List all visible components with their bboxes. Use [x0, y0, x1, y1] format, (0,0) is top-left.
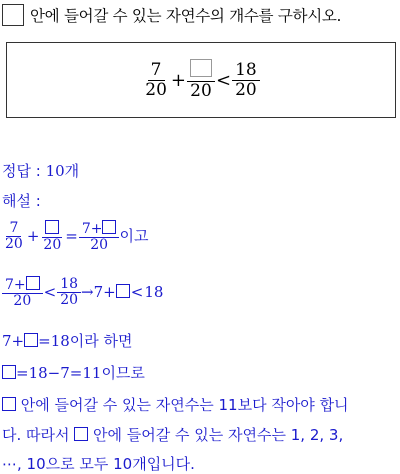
blank-square-icon [24, 333, 38, 347]
solution-step-2 [2, 276, 163, 310]
step-suffix: 이므로 [101, 364, 145, 382]
problem-box [6, 42, 396, 118]
denominator: 20 [235, 79, 257, 100]
arrow-expression: →7+ [81, 282, 116, 301]
fraction [57, 277, 81, 309]
question-text: 안에 들어갈 수 있는 자연수의 개수를 구하시오. [30, 7, 342, 25]
explanation-label: 해설 : [2, 192, 41, 210]
numerator-part: 7+ [81, 221, 103, 237]
less-than-sign: < [130, 282, 144, 301]
step-text: 다. 따라서 [2, 426, 75, 444]
denominator: 20 [13, 293, 32, 310]
fraction-7-20 [142, 61, 170, 99]
denominator: 20 [5, 236, 23, 253]
blank-square-icon [45, 220, 59, 234]
answer-blank-box [2, 4, 24, 26]
numerator: 7 [148, 61, 165, 81]
solution-step-7: ⋯, 10으로 모두 10개입니다. [2, 455, 195, 473]
solution-step-6 [2, 424, 343, 445]
expression: =18−7=11 [16, 364, 102, 382]
step-text: 안에 들어갈 수 있는 자연수는 1, 2, 3, [88, 426, 344, 444]
numerator-part: 7+ [5, 277, 26, 293]
solution-step-3 [2, 330, 133, 351]
expression-part: 7+ [2, 332, 25, 350]
answer-label: 정답 : [2, 162, 46, 180]
answer-value: 10개 [45, 162, 80, 180]
denominator: 20 [145, 79, 167, 100]
numerator: 18 [57, 277, 81, 293]
rhs-value: 18 [144, 282, 164, 301]
step-text: 안에 들어갈 수 있는 자연수는 11보다 작아야 합니 [16, 396, 349, 414]
fraction-18-20 [232, 61, 260, 99]
blank-square-icon [116, 284, 130, 298]
fraction [40, 220, 64, 254]
solution-step-5 [2, 394, 349, 415]
question-line [2, 0, 341, 30]
blank-square-icon [26, 276, 40, 290]
fraction [2, 276, 43, 310]
blank-square-icon [2, 365, 16, 379]
step-suffix: 이고 [119, 226, 149, 245]
equals-sign: = [65, 226, 78, 245]
blank-square-icon [190, 59, 212, 77]
step-suffix: 이라 하면 [69, 332, 133, 350]
answer-line [2, 160, 79, 181]
fraction [79, 220, 120, 254]
solution-step-4 [2, 362, 145, 383]
less-than-sign: < [216, 69, 232, 91]
numerator [79, 220, 120, 238]
denominator: 20 [43, 237, 62, 254]
denominator: 20 [190, 81, 212, 101]
plus-sign: + [170, 69, 186, 91]
plus-sign: + [26, 226, 40, 245]
solution-step-1 [2, 220, 148, 254]
less-than-sign: < [43, 282, 57, 301]
numerator-blank [187, 59, 215, 82]
blank-square-icon [102, 220, 116, 234]
numerator [2, 276, 43, 294]
blank-square-icon [74, 427, 88, 441]
numerator: 18 [232, 61, 260, 81]
expression-part: =18 [38, 332, 70, 350]
fraction [2, 221, 26, 253]
blank-square-icon [2, 397, 16, 411]
fraction-blank-20 [187, 59, 215, 100]
numerator-blank [42, 220, 62, 238]
denominator: 20 [60, 292, 79, 309]
numerator: 7 [6, 221, 21, 237]
denominator: 20 [90, 237, 109, 254]
